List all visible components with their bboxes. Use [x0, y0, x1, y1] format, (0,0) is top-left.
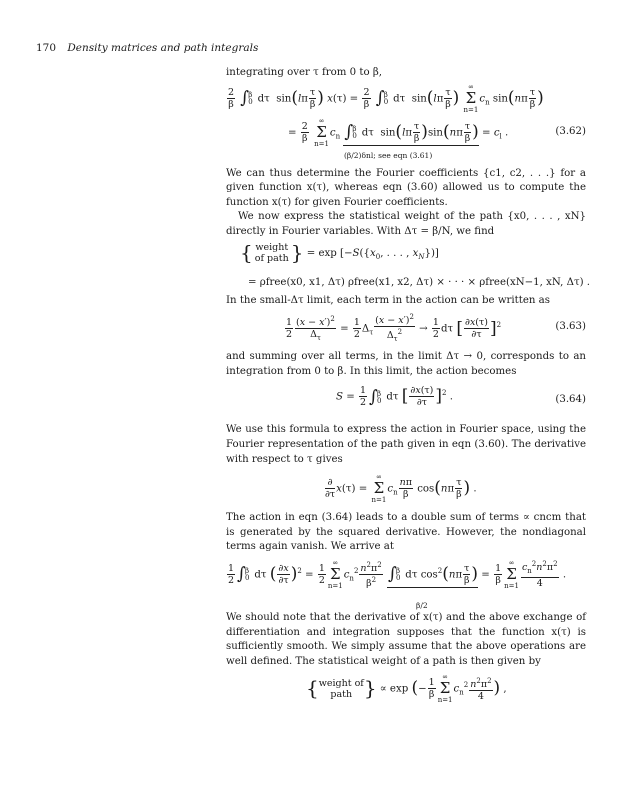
- paragraph-6: We use this formula to express the action in Fourier space, using the Fourier representation of the path given in eqn (3.60). The derivative with respect to τ gives: [226, 424, 586, 465]
- equation-number: (3.62): [555, 125, 586, 137]
- equation-3-62: $\frac{2}{\beta}$ ∫ β 0 dτ sin(lπ $\frac{\tau}{\beta}$ ) x(τ) = $\frac{2}{\beta}$ ∫ β 0 dτ sin(lπ $\frac{\tau}{\beta}$ ) ∞ Σ $n=1c_n$ sin(nπ $\frac{\tau}{\beta}$ ) = $\frac{2}{\beta}$ ∞ Σ $n=1c_n$ ∫ β 0 dτ sin(lπ $\frac{\tau}{\beta}$ )sin(nπ $\frac{\tau}{\beta}$ ) = $c_l$ . (β/2)δnl; see eqn (3.61) (3.62): [226, 83, 586, 155]
- equation-3-64: S = $\frac{1}{2}$ ∫ β 0 dτ [ $\frac{\partial x(\tau)}{\partial\tau}$ ]$^2$ . (3.64): [336, 385, 586, 409]
- paragraph-5: and summing over all terms, in the limit Δτ → 0, corresponds to an integration from 0 to β. In this limit, the action becomes: [226, 351, 586, 377]
- path-label: path: [330, 688, 353, 700]
- equation-number: (3.64): [555, 394, 586, 406]
- weight-of-label: weight of: [318, 677, 364, 689]
- equation-weight-final: { weight of path } ∝ exp (− $\frac{1}{\beta}$ ∞ Σ $n=1c_n^2$ $\frac{n^2\pi^2}{4}$ ) ,: [306, 673, 507, 705]
- underbrace-label: β/2: [416, 600, 428, 610]
- paragraph-1: integrating over τ from 0 to β,: [226, 67, 382, 78]
- paragraph-4: In the small-Δτ limit, each term in the action can be written as: [226, 294, 550, 306]
- equation-derivative: $\frac{\partial}{\partial\tau}$ x(τ) = ∞ Σ $n=1c_n$ $\frac{n\pi}{\beta}$ cos(nπ $\frac{\tau}{\beta}$ ) .: [325, 473, 477, 505]
- paragraph-7: The action in eqn (3.64) leads to a double sum of terms ∝ cncm that is generated by the squared derivative. However, the nondiagonal terms again vanish. We arrive at: [226, 512, 586, 553]
- paragraph-3: We now express the statistical weight of the path {x0, . . . , xN} directly in Fourier variables. With Δτ = β/N, we find: [226, 211, 586, 237]
- equation-3-63: $\frac{1}{2}$ $\frac{(x - x')^2}{\Delta_\tau}$ = $\frac{1}{2}$ $\Delta_\tau$ $\frac{(x - x')^2}{\Delta_\tau^2}$ → $\frac{1}{2}$ dτ [ $\frac{\partial x(\tau)}{\partial\tau}$ ]$^2$ (3.63): [286, 313, 586, 344]
- running-header: [36, 42, 258, 54]
- underbrace-label: (β/2)δnl; see eqn (3.61): [344, 150, 433, 160]
- equation-weight: { weight of path } = $\exp [-S(\{x_0$, . . . , $x_N$})] = ρfree(x0, x1, Δτ) ρfree(x1, x2, Δτ) × · · · × ρfree(xN−1, xN, Δτ) .: [226, 242, 586, 290]
- paragraph-2: We can thus determine the Fourier coefficients {c1, c2, . . .} for a given function x(τ), whereas eqn (3.60) allowed us to compute the function x(τ) for given Fourier coefficients.: [226, 167, 586, 208]
- paragraph-8: We should note that the derivative of x(τ) and the above exchange of differentiation and integration supposes that the function x(τ) is sufficiently smooth. We simply assume that the above operations are well defined. The statistical weight of a path is then given by: [226, 611, 586, 667]
- page-body: [226, 66, 591, 713]
- equation-number: (3.63): [555, 321, 586, 333]
- weight-label: weight of path: [254, 241, 289, 264]
- weight-line-2: = ρfree(x0, x1, Δτ) ρfree(x1, x2, Δτ) × · · · × ρfree(xN−1, xN, Δτ) .: [248, 276, 591, 288]
- running-title: Density matrices and path integrals: [67, 42, 259, 54]
- page-number: 170: [36, 42, 57, 54]
- equation-action-fourier: $\frac{1}{2}$ ∫ β 0 dτ ( $\frac{\partial x}{\partial\tau}$ )$^2$ = $\frac{1}{2}$ ∞ Σ $n=1c_n^2$ $\frac{n^2\pi^2}{\beta^2}$ ∫ β 0 dτ $\cos^2(n\pi$ $\frac{\tau}{\beta}$ ) = $\frac{1}{\beta}$ ∞ Σ n=1 $\frac{c_n^2n^2\pi^2}{4}$ . β/2: [226, 555, 586, 611]
